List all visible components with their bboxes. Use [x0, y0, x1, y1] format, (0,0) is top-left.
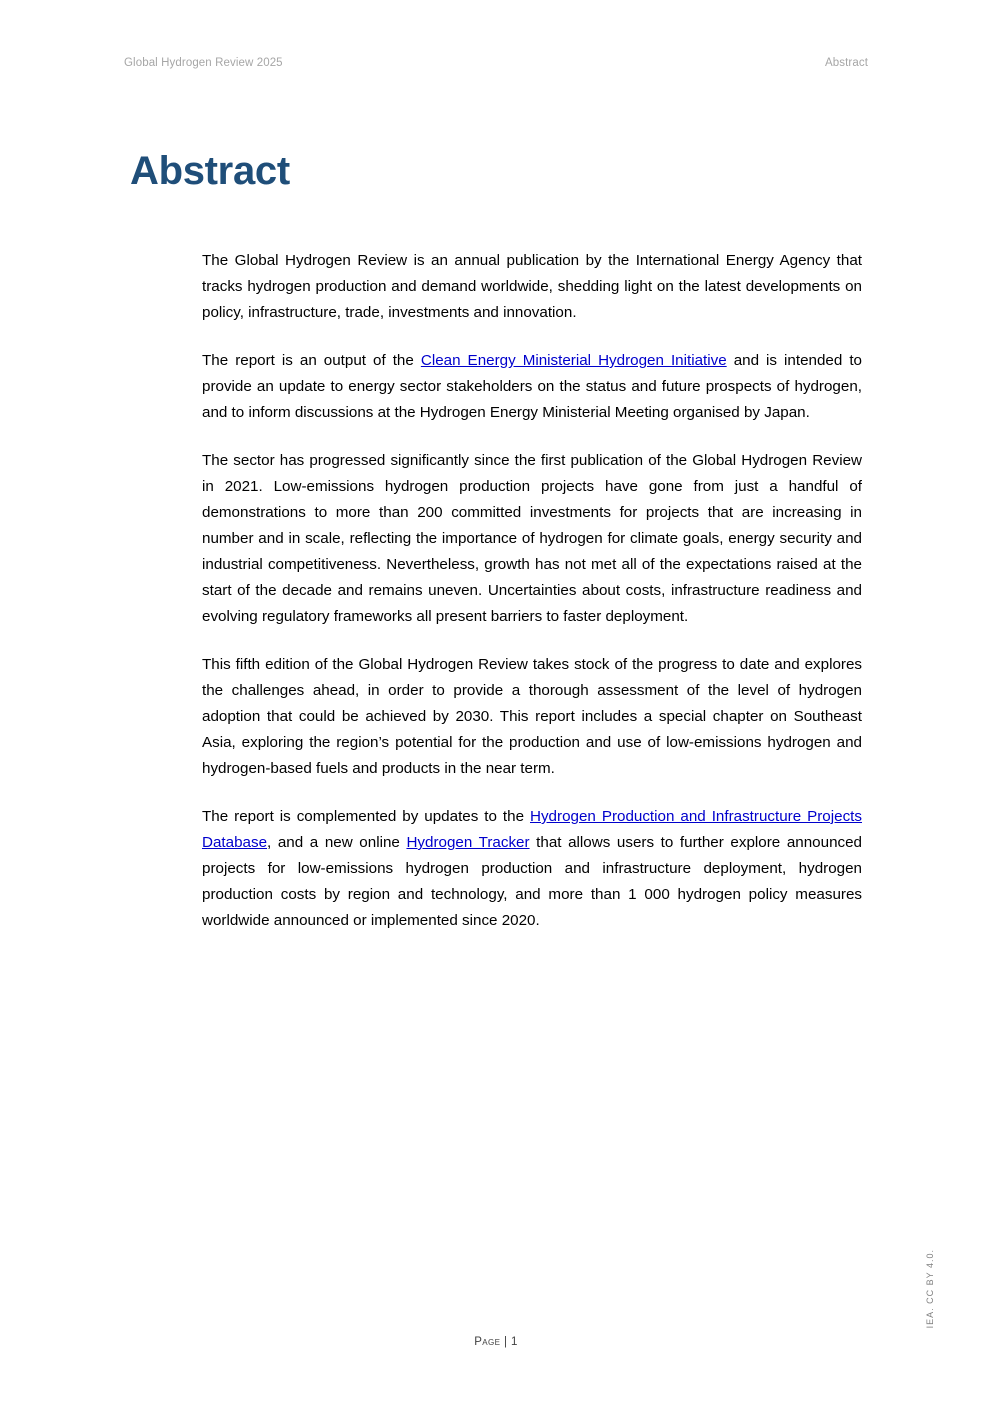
link-hydrogen-tracker[interactable]: Hydrogen Tracker [406, 834, 530, 851]
link-cem-hydrogen-initiative[interactable]: Clean Energy Ministerial Hydrogen Initiative [420, 352, 727, 369]
paragraph-5-text-b: , and a new online [267, 834, 407, 851]
paragraph-1: The Global Hydrogen Review is an annual publication by the International Energy Agency that tracks hydrogen production and demand worldwide, shedding light on the latest developments on policy, infrastructure, trade, investments and innovation. [202, 252, 862, 321]
abstract-body [202, 248, 862, 934]
paragraph-2 [202, 348, 862, 426]
paragraph-2-text-b: and is intended to provide an update to energy sector stakeholders on the status and future prospects of hydrogen, and to inform discussions at the Hydrogen Energy Ministerial Meeting organised by Japan. [202, 352, 862, 421]
footer-page-number: 1 [510, 1336, 518, 1348]
paragraph-2-text-a: The report is an output of the [202, 352, 421, 369]
footer-separator: | [500, 1336, 511, 1348]
paragraph-5-text-a: The report is complemented by updates to the [202, 808, 530, 825]
paragraph-5-text-c: that allows users to further explore announced projects for low-emissions hydrogen production and infrastructure deployment, hydrogen production costs by region and technology, and more than 1 000 hydrogen policy measures worldwide announced or implemented since 2020. [202, 834, 862, 929]
footer-page-word: Page [474, 1336, 501, 1348]
running-head-left: Global Hydrogen Review 2025 [124, 57, 283, 69]
paragraph-3: The sector has progressed significantly since the first publication of the Global Hydrogen Review in 2021. Low-emissions hydrogen production projects have gone from just a handful of demonstrations to more than 200 committed investments for projects that are increasing in number and in scale, reflecting the importance of hydrogen for climate goals, energy security and industrial competitiveness. Nevertheless, growth has not met all of the expectations raised at the start of the decade and remains uneven. Uncertainties about costs, infrastructure readiness and evolving regulatory frameworks all present barriers to faster deployment. [202, 452, 862, 625]
running-head-right: Abstract [825, 57, 868, 69]
page-footer [0, 1336, 992, 1348]
copyright-sidenote: IEA. CC BY 4.0. [925, 1248, 935, 1328]
paragraph-4: This fifth edition of the Global Hydrogen Review takes stock of the progress to date and explores the challenges ahead, in order to provide a thorough assessment of the level of hydrogen adoption that could be achieved by 2030. This report includes a special chapter on Southeast Asia, exploring the region’s potential for the production and use of low-emissions hydrogen and hydrogen-based fuels and products in the near term. [202, 656, 862, 777]
running-head [124, 57, 868, 69]
link-projects-database[interactable]: Hydrogen Production and Infrastructure Projects Database [202, 808, 862, 851]
paragraph-5 [202, 804, 862, 934]
page-title: Abstract [130, 148, 290, 193]
